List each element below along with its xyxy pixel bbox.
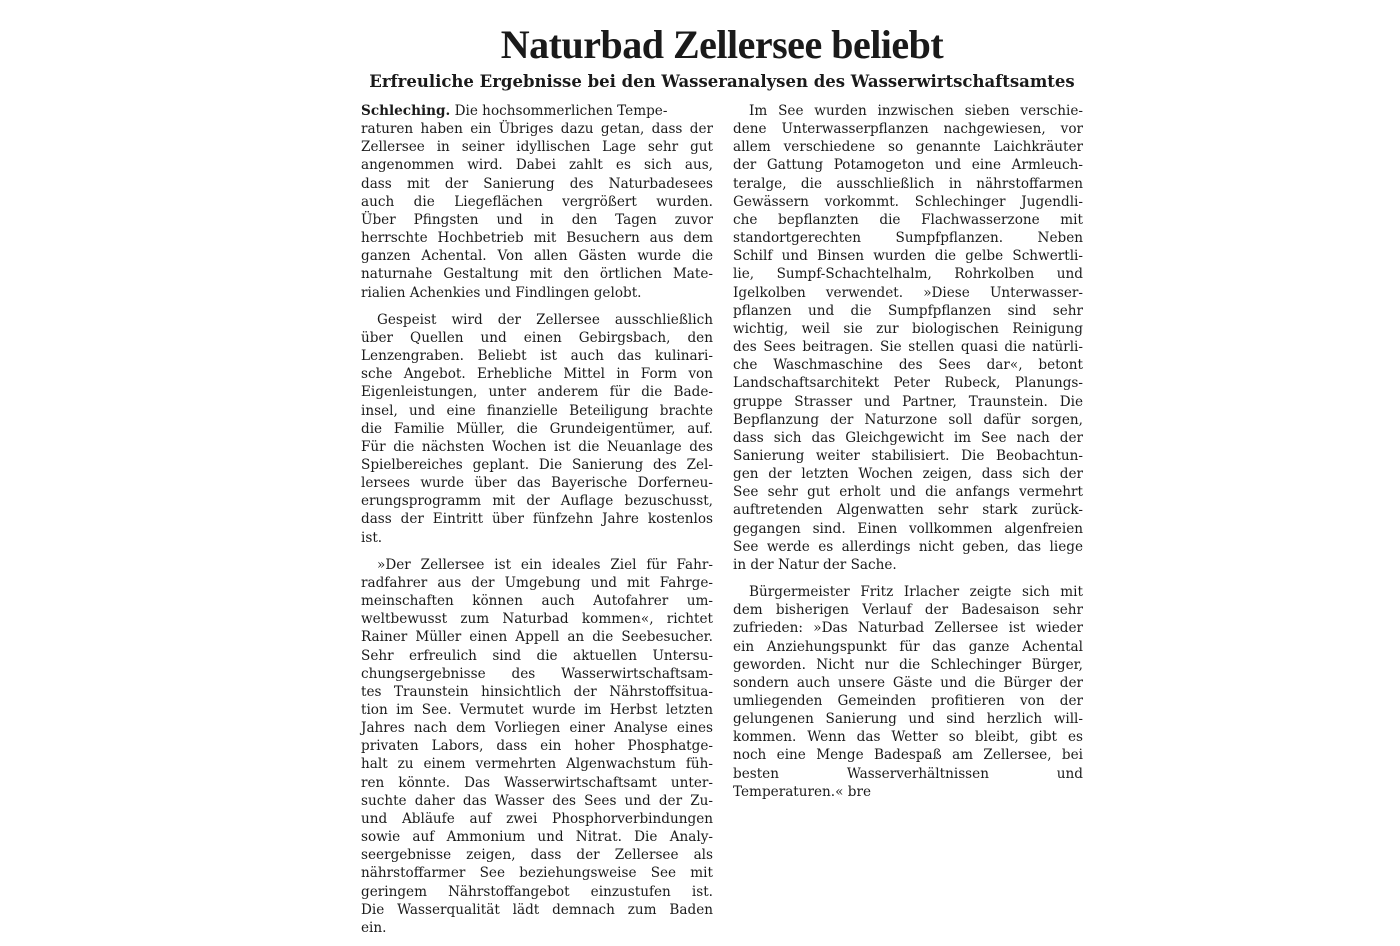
- text-line: Gewässern vorkommt. Schlechinger Jugendli-: [733, 193, 1083, 210]
- text-line: geworden. Nicht nur die Schlechinger Bürger,: [733, 656, 1083, 673]
- text-line: Gespeist wird der Zellersee ausschließlich: [377, 311, 713, 328]
- text-line: herrschte Hochbetrieb mit Besuchern aus dem: [361, 230, 713, 247]
- text-line: ganzen Achental. Von allen Gästen wurde die: [361, 248, 713, 265]
- text-line: weltbewusst zum Naturbad kommen«, richtet: [361, 611, 713, 628]
- paragraph: [361, 311, 713, 547]
- text-line: dass mit der Sanierung des Naturbadesees: [361, 175, 713, 192]
- text-line: seergebnisse zeigen, dass der Zellersee als: [361, 847, 713, 864]
- text-line: gegangen sind. Einen vollkommen algenfreien: [733, 520, 1083, 537]
- article-column-right: [733, 102, 1083, 810]
- text-line: lie, Sumpf-Schachtelhalm, Rohrkolben und: [733, 266, 1083, 283]
- text-line: Schleching. Die hochsommerlichen Tempe-: [361, 103, 668, 119]
- text-line: erungsprogramm mit der Auflage bezuschusst,: [361, 493, 713, 510]
- text-line: der Gattung Potamogeton und eine Armleuch-: [733, 157, 1083, 174]
- text-line: Landschaftsarchitekt Peter Rubeck, Planungs-: [733, 375, 1083, 392]
- text-line: auch die Liegeflächen vergrößert wurden.: [361, 193, 713, 210]
- text-line: dass der Eintritt über fünfzehn Jahre kostenlos: [361, 511, 713, 528]
- text-line: besten Wasserverhältnissen und: [733, 765, 1083, 782]
- text-line: dass sich das Gleichgewicht im See nach der: [733, 429, 1083, 446]
- text-line: »Der Zellersee ist ein ideales Ziel für Fahr-: [377, 556, 713, 573]
- text-line: Lenzengraben. Beliebt ist auch das kulinari-: [361, 348, 713, 365]
- text-line: insel, und eine finanzielle Beteiligung brachte: [361, 402, 713, 419]
- text-line: dem bisherigen Verlauf der Badesaison sehr: [733, 602, 1083, 619]
- text-line: meinschaften können auch Autofahrer um-: [361, 593, 713, 610]
- subtitle: Erfreuliche Ergebnisse bei den Wasseranalysen des Wasserwirtschaftsamtes: [369, 72, 1075, 91]
- text-line: Für die nächsten Wochen ist die Neuanlage des: [361, 438, 713, 455]
- text-line: kommen. Wenn das Wetter so bleibt, gibt es: [733, 729, 1083, 746]
- text-line: Die Wasserqualität lädt demnach zum Baden: [361, 901, 713, 918]
- text-line: ein.: [361, 919, 387, 936]
- text-line: über Quellen und einen Gebirgsbach, den: [361, 329, 713, 346]
- text-line: Bepflanzung der Naturzone soll dafür sorgen,: [733, 411, 1083, 428]
- text-line: ist.: [361, 529, 383, 546]
- text-line: suchte daher das Wasser des Sees und der Zu-: [361, 792, 713, 809]
- text-line: zufrieden: »Das Naturbad Zellersee ist wieder: [733, 620, 1083, 637]
- text-line: privaten Labors, dass ein hoher Phosphatge-: [361, 738, 713, 755]
- paragraph: [361, 102, 713, 302]
- text-line: naturnahe Gestaltung mit den örtlichen Mate-: [361, 266, 713, 283]
- paragraph: [361, 556, 713, 937]
- article-column-left: [361, 102, 713, 946]
- text-line: Rainer Müller einen Appell an die Seebesucher.: [361, 629, 713, 646]
- text-line: die Familie Müller, die Grundeigentümer, auf.: [361, 420, 713, 437]
- text-line: pflanzen und die Sumpfpflanzen sind sehr: [733, 302, 1083, 319]
- text-line: sowie auf Ammonium und Nitrat. Die Analy-: [361, 829, 713, 846]
- text-line: Bürgermeister Fritz Irlacher zeigte sich mit: [749, 584, 1083, 601]
- text-line: Schilf und Binsen wurden die gelbe Schwertli-: [733, 248, 1083, 265]
- headline: Naturbad Zellersee beliebt: [500, 22, 944, 67]
- text-line: Zellersee in seiner idyllischen Lage sehr gut: [361, 139, 713, 156]
- text-line: che bepflanzten die Flachwasserzone mit: [733, 211, 1083, 228]
- text-line: angenommen wird. Dabei zahlt es sich aus,: [361, 157, 713, 174]
- text-line: halt zu einem vermehrten Algenwachstum füh-: [361, 756, 713, 773]
- text-line: in der Natur der Sache.: [733, 556, 897, 573]
- text-line: allem verschiedene so genannte Laichkräuter: [733, 139, 1083, 156]
- text-line: ren könnte. Das Wasserwirtschaftsamt unter-: [361, 774, 713, 791]
- paragraph: [733, 583, 1083, 801]
- text-line: Igelkolben verwendet. »Diese Unterwasser-: [733, 284, 1083, 301]
- text-line: tes Traunstein hinsichtlich der Nährstoffsitua-: [361, 683, 713, 700]
- text-line: ein Anziehungspunkt für das ganze Achental: [733, 638, 1083, 655]
- text-line: Sehr erfreulich sind die aktuellen Untersu-: [361, 647, 713, 664]
- text-line: standortgerechten Sumpfpflanzen. Neben: [733, 230, 1083, 247]
- text-line: Im See wurden inzwischen sieben verschie-: [749, 103, 1083, 119]
- text-line: nährstoffarmer See beziehungsweise See mit: [361, 865, 713, 882]
- text-line: dene Unterwasserpflanzen nachgewiesen, vor: [733, 121, 1083, 138]
- text-line: Sanierung weiter stabilisiert. Die Beobachtun-: [733, 447, 1083, 464]
- text-line: Eigenleistungen, unter anderem für die Bade-: [361, 384, 713, 401]
- text-line: radfahrer aus der Umgebung und mit Fahrge-: [361, 574, 713, 591]
- text-line: chungsergebnisse des Wasserwirtschaftsam-: [361, 665, 713, 682]
- text-line: geringem Nährstoffangebot einzustufen ist.: [361, 883, 713, 900]
- text-line: See werde es allerdings nicht geben, das liege: [733, 538, 1083, 555]
- text-line: gelungenen Sanierung und sind herzlich will-: [733, 711, 1083, 728]
- text-line: sondern auch unsere Gäste und die Bürger der: [733, 674, 1083, 691]
- text-line: umliegenden Gemeinden profitieren von der: [733, 693, 1083, 709]
- text-line: teralge, die ausschließlich in nährstoffarmen: [733, 175, 1083, 192]
- text-line: che Waschmaschine des Sees dar«, betont: [733, 357, 1083, 374]
- dateline: Schleching.: [361, 103, 451, 119]
- text-line: Temperaturen.« bre: [733, 783, 872, 800]
- text-line: wichtig, weil sie zur biologischen Reinigung: [733, 320, 1083, 337]
- paragraph: [733, 102, 1083, 574]
- text-line: auftretenden Algenwatten sehr stark zurück-: [733, 502, 1083, 519]
- text-line: gen der letzten Wochen zeigen, dass sich der: [733, 466, 1083, 483]
- text-line: raturen haben ein Übriges dazu getan, dass der: [361, 121, 713, 138]
- text-line: und Abläufe auf zwei Phosphorverbindungen: [361, 810, 713, 827]
- text-line: Über Pfingsten und in den Tagen zuvor: [361, 211, 713, 228]
- text-line: des Sees beitragen. Sie stellen quasi die natürli-: [733, 339, 1083, 356]
- text-line: tion im See. Vermutet wurde im Herbst letzten: [361, 702, 713, 718]
- text-line: Jahres nach dem Vorliegen einer Analyse eines: [361, 720, 713, 737]
- text-line: Spielbereiches geplant. Die Sanierung des Zel-: [361, 456, 713, 473]
- text-line: lersees wurde über das Bayerische Dorferneu-: [361, 475, 713, 492]
- text-line: sche Angebot. Erhebliche Mittel in Form von: [361, 366, 713, 383]
- text-line: noch eine Menge Badespaß am Zellersee, bei: [733, 747, 1083, 764]
- text-line: rialien Achenkies und Findlingen gelobt.: [361, 284, 642, 301]
- text-line: See sehr gut erholt und die anfangs vermehrt: [733, 484, 1083, 501]
- text-line: gruppe Strasser und Partner, Traunstein. Die: [733, 393, 1083, 410]
